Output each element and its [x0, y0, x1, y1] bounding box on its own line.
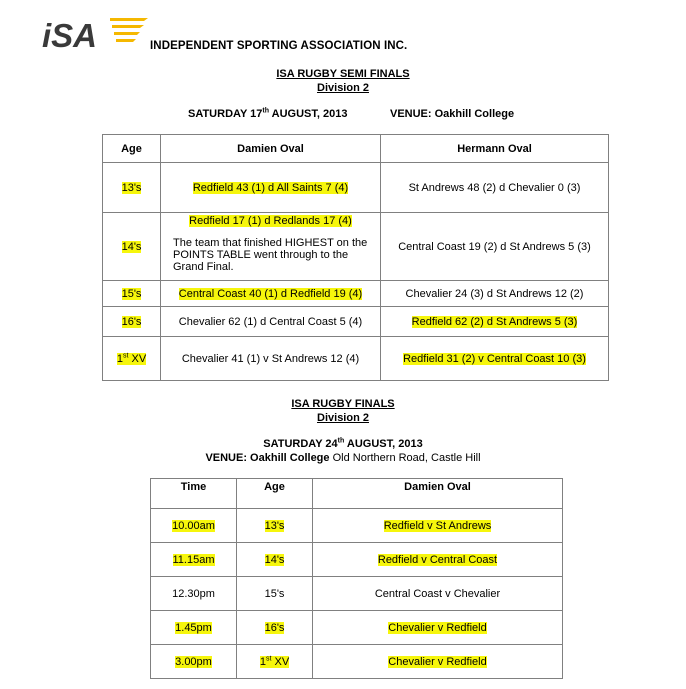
tiebreak-note: The team that finished HIGHEST on the POINTS TABLE went through to the Grand Final. — [173, 237, 368, 273]
match-cell: Redfield v Central Coast — [377, 553, 498, 566]
semi-date: SATURDAY 17th AUGUST, 2013 — [188, 107, 348, 120]
finals-table — [150, 478, 563, 679]
damien-result: Chevalier 41 (1) v St Andrews 12 (4) — [181, 352, 360, 365]
age-cell: 14's — [264, 553, 285, 566]
isa-logo — [40, 16, 148, 50]
table-row — [151, 543, 563, 577]
time-cell: 1.45pm — [175, 621, 212, 634]
damien-result: Redfield 43 (1) d All Saints 7 (4) — [192, 181, 349, 194]
table-row — [103, 163, 609, 213]
age-cell: 16's — [121, 315, 142, 328]
semi-header-row — [103, 135, 609, 163]
table-row — [103, 213, 609, 281]
final-header-row — [151, 479, 563, 509]
match-cell: Central Coast v Chevalier — [374, 587, 501, 600]
table-row — [151, 645, 563, 679]
age-cell: 14's — [121, 240, 142, 253]
semi-finals-table — [102, 134, 609, 381]
semi-title: ISA RUGBY SEMI FINALS — [276, 68, 410, 80]
col-damien-oval: Damien Oval — [313, 479, 563, 509]
final-title: ISA RUGBY FINALS — [291, 398, 395, 410]
age-cell: 15's — [264, 587, 285, 600]
col-hermann-oval: Hermann Oval — [381, 135, 609, 163]
age-cell: 16's — [264, 621, 285, 634]
time-cell: 11.15am — [172, 553, 215, 566]
hermann-result: Redfield 31 (2) v Central Coast 10 (3) — [403, 352, 586, 365]
col-time: Time — [151, 479, 237, 509]
semi-venue: VENUE: Oakhill College — [390, 108, 515, 120]
damien-result: Redfield 17 (1) d Redlands 17 (4) — [189, 215, 352, 227]
time-cell: 10.00am — [172, 519, 215, 532]
hermann-result: Chevalier 24 (3) d St Andrews 12 (2) — [405, 287, 584, 300]
match-cell: Redfield v St Andrews — [383, 519, 492, 532]
col-age: Age — [103, 135, 161, 163]
age-cell: 13's — [264, 519, 285, 532]
match-cell: Chevalier v Redfield — [388, 621, 487, 634]
table-row — [151, 611, 563, 645]
final-division: Division 2 — [317, 412, 369, 424]
table-row — [151, 577, 563, 611]
hermann-result: Central Coast 19 (2) d St Andrews 5 (3) — [398, 240, 591, 253]
match-cell: Chevalier v Redfield — [388, 655, 487, 668]
semi-division: Division 2 — [317, 82, 369, 94]
age-cell: 13's — [121, 181, 142, 194]
table-row — [103, 307, 609, 337]
org-name: INDEPENDENT SPORTING ASSOCIATION INC. — [150, 40, 408, 52]
hermann-result: St Andrews 48 (2) d Chevalier 0 (3) — [408, 181, 581, 194]
final-date: SATURDAY 24th AUGUST, 2013 — [263, 437, 423, 450]
damien-result: Chevalier 62 (1) d Central Coast 5 (4) — [178, 315, 363, 328]
col-damien-oval: Damien Oval — [161, 135, 381, 163]
logo-text: iSA — [42, 17, 98, 50]
final-venue: VENUE: Oakhill College Old Northern Road, Castle Hill — [205, 452, 481, 464]
table-row — [103, 281, 609, 307]
table-row — [103, 337, 609, 381]
age-cell: 1st XV — [259, 654, 290, 668]
time-cell: 3.00pm — [175, 655, 212, 668]
hermann-result: Redfield 62 (2) d St Andrews 5 (3) — [411, 315, 578, 328]
age-cell: 1st XV — [116, 351, 147, 365]
table-row — [151, 509, 563, 543]
damien-result: Central Coast 40 (1) d Redfield 19 (4) — [178, 287, 363, 300]
age-cell: 15's — [121, 287, 142, 300]
time-cell: 12.30pm — [172, 587, 215, 600]
col-age: Age — [237, 479, 313, 509]
